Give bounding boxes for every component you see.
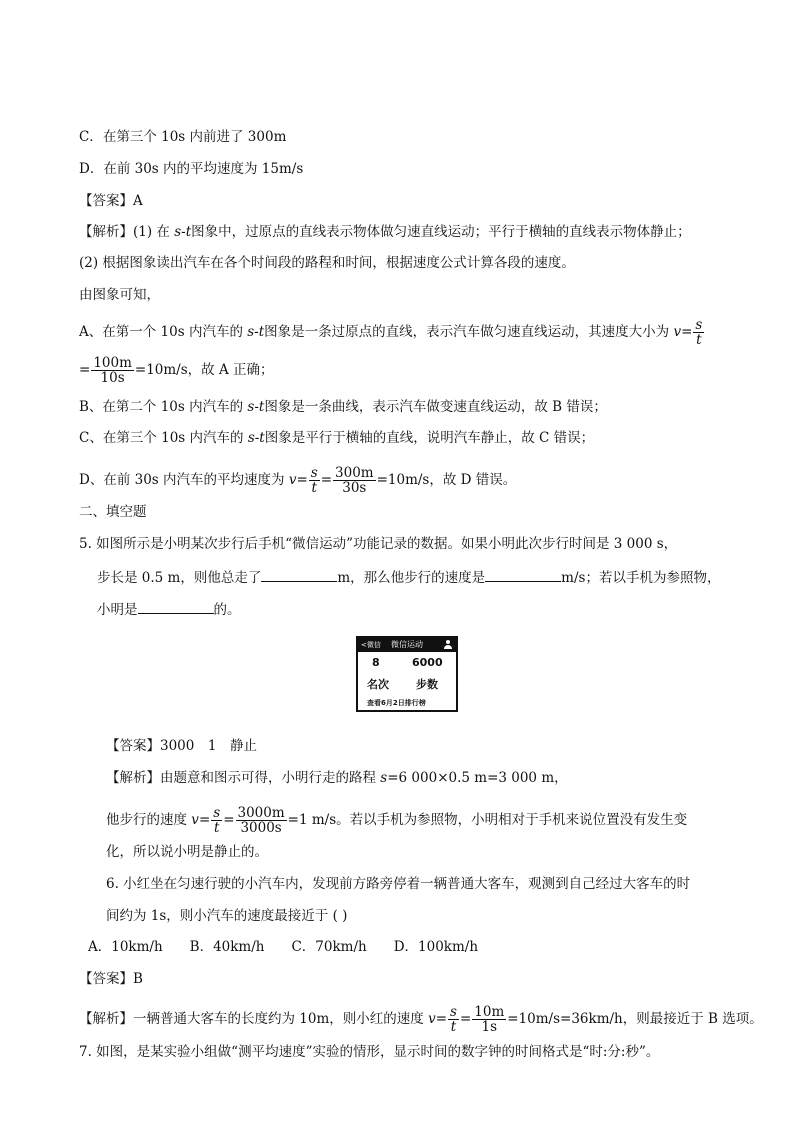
- explanation-6: 【解析】一辆普通大客车的长度约为 10m，则小红的速度 v= $\frac{s}{t}$ = $\frac{10m}{1s}$ =10m/s=36km/h，则最接近于 B 选项。: [79, 1004, 763, 1035]
- explanation-5-line-3: 化，所以说小明是静止的。: [106, 844, 268, 860]
- rank-value: 8: [372, 656, 380, 669]
- answer-6: 【答案】B: [79, 971, 143, 987]
- wechat-sport-screenshot: [356, 636, 458, 712]
- steps-value: 6000: [412, 656, 443, 669]
- explanation-1-line-3: 由图象可知，: [79, 287, 160, 303]
- explanation-1-a: A、在第一个 10s 内汽车的 s-t图象是一条过原点的直线，表示汽车做匀速直线运动，其速度大小为 v= $\frac{s}{t}$: [79, 317, 703, 348]
- leaderboard-link: 查看6月2日排行榜: [367, 699, 426, 707]
- rank-label: 名次: [367, 678, 389, 691]
- answer-1: 【答案】A: [79, 193, 143, 209]
- explanation-1-c: C、在第三个 10s 内汽车的 s-t图象是平行于横轴的直线，说明汽车静止，故 C 错误；: [79, 430, 595, 446]
- question-5-line-2: 步长是 0.5 m，则他总走了 m，那么他步行的速度是 m/s；若以手机为参照物，: [97, 567, 720, 587]
- explanation-1-line-1: 【解析】(1) 在 s-t图象中，过原点的直线表示物体做匀速直线运动；平行于横轴的直线表示物体静止；: [79, 224, 691, 240]
- explanation-5-line-1: 【解析】由题意和图示可得，小明行走的路程 s=6 000×0.5 m=3 000 m，: [106, 770, 568, 786]
- fraction-3000m-over-3000s: $\frac{3000m}{3000s}$: [237, 805, 285, 836]
- phone-title-bar: [358, 638, 456, 652]
- option-c: C．在第三个 10s 内前进了 300m: [79, 129, 287, 145]
- question-6-options: A．10km/h B．40km/h C．70km/h D．100km/h: [88, 939, 479, 955]
- back-link: <微信: [361, 641, 381, 649]
- answer-blank-3: [138, 599, 214, 614]
- question-6-line-1: 6. 小红坐在匀速行驶的小汽车内，发现前方路旁停着一辆普通大客车，观测到自己经过大客车的时: [106, 876, 691, 892]
- section-heading: 二、填空题: [79, 504, 147, 520]
- question-5-line-1: 5. 如图所示是小明某次步行后手机“微信运动”功能记录的数据。如果小明此次步行时间是 3 000 s，: [79, 536, 678, 552]
- question-5-line-3: 小明是 的。: [97, 599, 241, 619]
- phone-title: 微信运动: [391, 640, 423, 649]
- explanation-1-line-2: (2) 根据图象读出汽车在各个时间段的路程和时间，根据速度公式计算各段的速度。: [79, 255, 575, 271]
- question-7: 7. 如图，是某实验小组做“测平均速度”实验的情形，显示时间的数字钟的时间格式是“时:分:秒”。: [79, 1044, 660, 1060]
- explanation-1-b: B、在第二个 10s 内汽车的 s-t图象是一条曲线，表示汽车做变速直线运动，故 B 错误；: [79, 399, 607, 415]
- fraction-10m-over-1s: $\frac{10m}{1s}$: [474, 1004, 505, 1035]
- explanation-1-a-cont: = $\frac{100m}{10s}$ =10m/s，故 A 正确；: [79, 355, 274, 386]
- fraction-100m-over-10s: $\frac{100m}{10s}$: [93, 355, 132, 386]
- answer-blank-1: [261, 567, 337, 582]
- option-d: D．在前 30s 内的平均速度为 15m/s: [79, 161, 304, 177]
- answer-blank-2: [485, 567, 561, 582]
- question-6-line-2: 间约为 1s，则小汽车的速度最接近于 ( ): [106, 908, 348, 924]
- explanation-1-d: D、在前 30s 内汽车的平均速度为 v= $\frac{s}{t}$ = $\frac{300m}{30s}$ =10m/s，故 D 错误。: [79, 465, 517, 496]
- explanation-5-line-2: 他步行的速度 v= $\frac{s}{t}$ = $\frac{3000m}{3000s}$ =1 m/s。若以手机为参照物，小明相对于手机来说位置没有发生变: [106, 805, 688, 836]
- steps-label: 步数: [416, 678, 438, 691]
- user-icon: [444, 640, 452, 649]
- fraction-300m-over-30s: $\frac{300m}{30s}$: [335, 465, 374, 496]
- fraction-s-over-t: $\frac{s}{t}$: [695, 317, 703, 348]
- answer-5: 【答案】3000 1 静止: [106, 738, 257, 754]
